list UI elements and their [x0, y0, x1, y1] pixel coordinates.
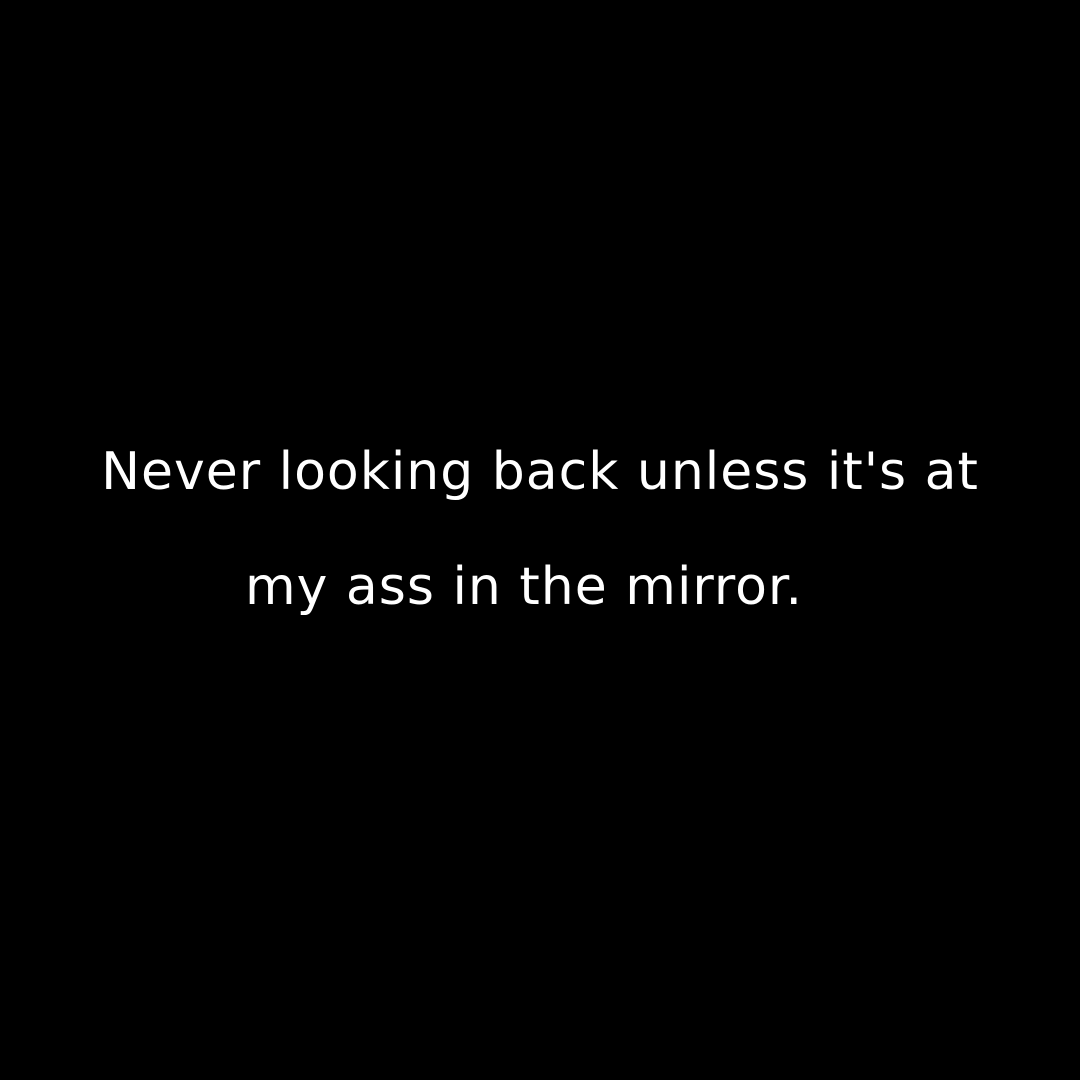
quote-line-1: Never looking back unless it's at [101, 442, 979, 502]
quote-line-2: my ass in the mirror. [244, 557, 804, 617]
